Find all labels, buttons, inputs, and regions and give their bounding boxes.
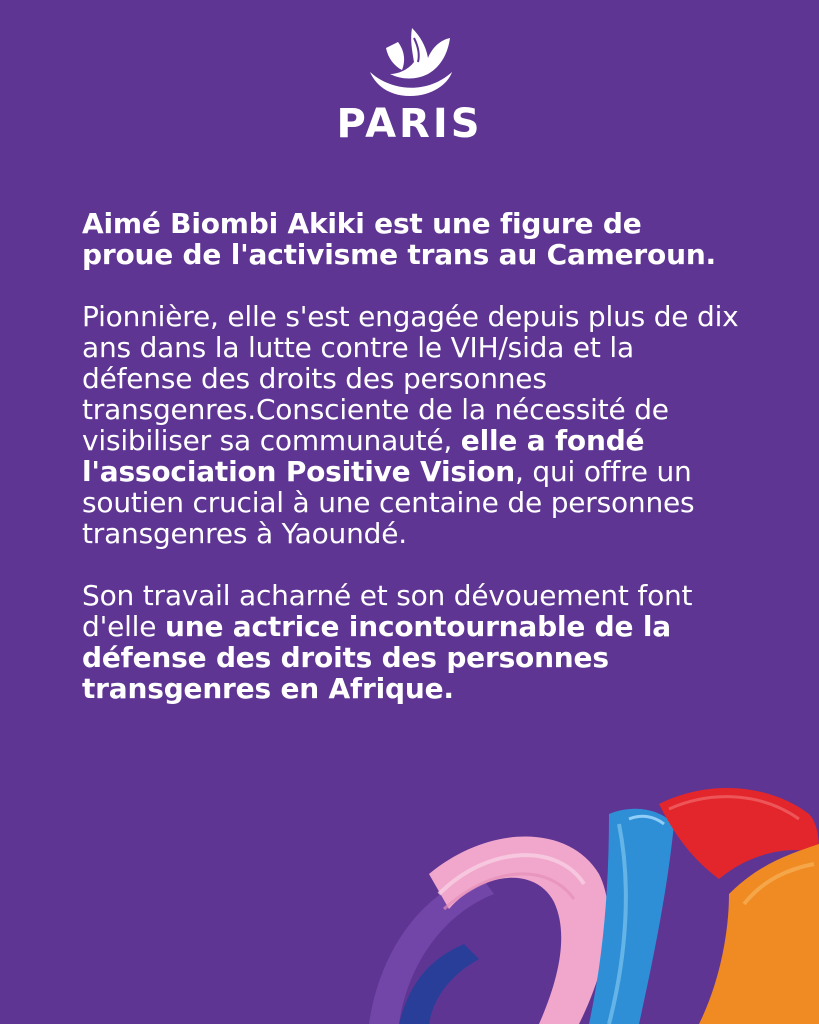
paris-wordmark: PARIS	[336, 101, 483, 147]
main-text	[82, 208, 742, 704]
paint-heart-illustration	[369, 784, 819, 1024]
paris-logo	[0, 22, 819, 146]
paragraph-founding-text-a: Pionnière, elle s'est engagée depuis plus de dix ans dans la lutte contre le VIH/sida et la défense des droits des personnes transgenres.Consciente de la nécessité de visibiliser sa communauté,	[82, 300, 739, 457]
brush-pink	[429, 837, 608, 1024]
paris-ship-icon	[362, 22, 458, 98]
heading: Aimé Biombi Akiki est une figure de proue de l'activisme trans au Cameroun.	[82, 207, 716, 271]
paragraph-founding-bold: elle a fondé l'association Positive Vision	[82, 424, 645, 488]
paragraph-founding	[82, 301, 742, 549]
paragraph-legacy-bold: une actrice incontournable de la défense des droits des personnes transgenres en Afrique.	[82, 610, 671, 705]
paragraph-legacy	[82, 580, 742, 704]
paragraph-founding-text-b: , qui offre un soutien crucial à une centaine de personnes transgenres à Yaoundé.	[82, 455, 695, 550]
paragraph-legacy-text-a: Son travail acharné et son dévouement font d'elle	[82, 579, 693, 643]
